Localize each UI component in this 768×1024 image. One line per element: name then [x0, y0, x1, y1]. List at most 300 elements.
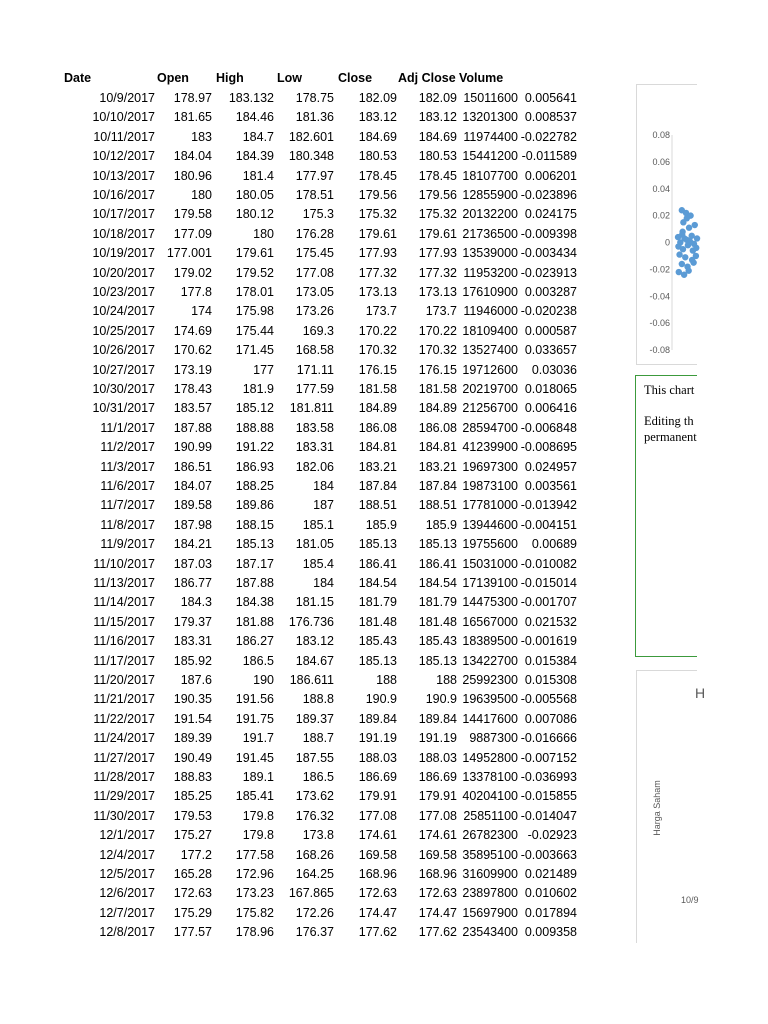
open-cell[interactable]: 178.43: [173, 382, 212, 396]
return-cell[interactable]: 0.010602: [524, 886, 577, 901]
close-cell[interactable]: 186.69: [358, 770, 397, 784]
date-cell[interactable]: 10/20/2017: [92, 265, 155, 280]
high-cell[interactable]: 181.9: [242, 382, 274, 396]
high-cell[interactable]: 186.27: [235, 634, 274, 649]
open-cell[interactable]: 186.77: [173, 576, 212, 590]
date-cell[interactable]: 12/5/2017: [99, 867, 155, 881]
return-cell[interactable]: -0.006848: [520, 420, 577, 435]
date-cell[interactable]: 11/20/2017: [93, 673, 155, 687]
date-cell[interactable]: 10/9/2017: [99, 91, 155, 105]
return-cell[interactable]: -0.004151: [520, 517, 577, 532]
high-cell[interactable]: 184.7: [242, 129, 274, 144]
return-cell[interactable]: 0.000587: [524, 323, 577, 338]
open-cell[interactable]: 179.53: [173, 808, 212, 823]
date-cell[interactable]: 11/21/2017: [93, 692, 155, 707]
return-cell[interactable]: -0.023896: [520, 188, 577, 202]
date-cell[interactable]: 11/15/2017: [93, 614, 155, 629]
close-cell[interactable]: 177.93: [358, 246, 397, 261]
open-cell[interactable]: 178.97: [173, 91, 212, 105]
volume-cell[interactable]: 19639500: [462, 692, 518, 707]
high-cell[interactable]: 191.56: [235, 692, 274, 707]
date-cell[interactable]: 11/8/2017: [100, 517, 155, 532]
low-cell[interactable]: 173.62: [295, 789, 334, 804]
return-cell[interactable]: 0.033657: [524, 343, 577, 358]
open-cell[interactable]: 184.04: [173, 149, 212, 164]
open-cell[interactable]: 185.25: [173, 789, 212, 804]
open-cell[interactable]: 177.09: [173, 226, 212, 241]
open-cell[interactable]: 186.51: [173, 459, 212, 474]
volume-cell[interactable]: 21736500: [462, 226, 518, 241]
low-cell[interactable]: 176.28: [295, 226, 334, 241]
adj-close-cell[interactable]: 188.03: [418, 750, 457, 765]
date-cell[interactable]: 11/2/2017: [100, 440, 155, 455]
low-cell[interactable]: 175.3: [302, 207, 334, 222]
volume-cell[interactable]: 41239900: [462, 440, 518, 455]
volume-cell[interactable]: 12855900: [462, 188, 518, 202]
high-cell[interactable]: 191.75: [235, 711, 274, 726]
adj-close-cell[interactable]: 177.93: [418, 246, 457, 261]
return-cell[interactable]: -0.007152: [520, 750, 577, 765]
close-cell[interactable]: 182.09: [358, 91, 397, 105]
adj-close-cell[interactable]: 175.32: [418, 207, 457, 222]
date-cell[interactable]: 11/27/2017: [93, 750, 155, 765]
open-cell[interactable]: 190.35: [173, 692, 212, 707]
low-cell[interactable]: 189.37: [295, 711, 334, 726]
close-cell[interactable]: 185.43: [358, 634, 397, 649]
high-cell[interactable]: 187.17: [235, 556, 274, 571]
volume-cell[interactable]: 13944600: [462, 517, 518, 532]
return-cell[interactable]: 0.003561: [524, 479, 577, 493]
close-cell[interactable]: 185.13: [358, 537, 397, 552]
close-cell[interactable]: 176.15: [358, 362, 397, 377]
return-cell[interactable]: 0.015384: [524, 653, 577, 668]
return-cell[interactable]: 0.007086: [524, 711, 577, 726]
high-cell[interactable]: 179.61: [235, 246, 274, 261]
low-cell[interactable]: 169.3: [302, 323, 334, 338]
adj-close-cell[interactable]: 191.19: [418, 731, 457, 746]
date-cell[interactable]: 10/18/2017: [92, 226, 155, 241]
open-cell[interactable]: 173.19: [173, 362, 212, 377]
high-cell[interactable]: 185.12: [235, 401, 274, 416]
close-cell[interactable]: 181.58: [358, 382, 397, 396]
high-cell[interactable]: 171.45: [235, 343, 274, 358]
chart-note-box[interactable]: [635, 375, 697, 657]
volume-cell[interactable]: 35895100: [462, 847, 518, 862]
date-cell[interactable]: 11/30/2017: [93, 808, 155, 823]
date-cell[interactable]: 12/8/2017: [99, 925, 155, 940]
open-cell[interactable]: 175.29: [173, 905, 212, 920]
volume-cell[interactable]: 18389500: [462, 634, 518, 649]
return-cell[interactable]: -0.001707: [520, 595, 577, 610]
high-cell[interactable]: 184.38: [235, 595, 274, 610]
adj-close-cell[interactable]: 174.47: [418, 905, 457, 920]
low-cell[interactable]: 183.58: [295, 420, 334, 435]
adj-close-cell[interactable]: 168.96: [418, 867, 457, 881]
adj-close-cell[interactable]: 185.43: [418, 634, 457, 649]
high-cell[interactable]: 191.7: [242, 731, 274, 746]
adj-close-cell[interactable]: 172.63: [418, 886, 457, 901]
return-cell[interactable]: -0.02923: [527, 828, 577, 843]
close-cell[interactable]: 186.41: [358, 556, 397, 571]
close-cell[interactable]: 190.9: [365, 692, 397, 707]
date-cell[interactable]: 11/22/2017: [93, 711, 155, 726]
high-cell[interactable]: 185.41: [235, 789, 274, 804]
open-cell[interactable]: 184.07: [173, 479, 212, 493]
close-cell[interactable]: 184.69: [358, 129, 397, 144]
low-cell[interactable]: 187: [313, 498, 334, 513]
adj-close-cell[interactable]: 173.7: [425, 304, 457, 319]
volume-cell[interactable]: 21256700: [462, 401, 518, 416]
low-cell[interactable]: 168.26: [295, 847, 334, 862]
date-cell[interactable]: 11/13/2017: [93, 576, 155, 590]
adj-close-cell[interactable]: 185.9: [425, 517, 457, 532]
high-cell[interactable]: 175.98: [235, 304, 274, 319]
close-cell[interactable]: 174.61: [358, 828, 397, 843]
adj-close-cell[interactable]: 185.13: [418, 537, 457, 552]
low-cell[interactable]: 185.1: [302, 517, 334, 532]
open-cell[interactable]: 181.65: [173, 110, 212, 125]
date-cell[interactable]: 11/17/2017: [93, 653, 155, 668]
high-cell[interactable]: 177.58: [235, 847, 274, 862]
date-cell[interactable]: 10/17/2017: [92, 207, 155, 222]
date-cell[interactable]: 10/26/2017: [92, 343, 155, 358]
date-cell[interactable]: 11/9/2017: [100, 537, 155, 552]
date-cell[interactable]: 12/4/2017: [99, 847, 155, 862]
high-cell[interactable]: 179.8: [242, 828, 274, 843]
adj-close-cell[interactable]: 184.54: [418, 576, 457, 590]
close-cell[interactable]: 173.7: [365, 304, 397, 319]
high-cell[interactable]: 191.22: [235, 440, 274, 455]
open-cell[interactable]: 187.98: [173, 517, 212, 532]
adj-close-cell[interactable]: 174.61: [418, 828, 457, 843]
adj-close-cell[interactable]: 170.22: [418, 323, 457, 338]
low-cell[interactable]: 182.06: [295, 459, 334, 474]
low-cell[interactable]: 181.15: [295, 595, 334, 610]
close-cell[interactable]: 185.9: [365, 517, 397, 532]
date-cell[interactable]: 11/24/2017: [93, 731, 155, 746]
volume-cell[interactable]: 16567000: [462, 614, 518, 629]
close-cell[interactable]: 184.54: [358, 576, 397, 590]
close-cell[interactable]: 181.48: [358, 614, 397, 629]
return-cell[interactable]: -0.001619: [520, 634, 577, 649]
volume-cell[interactable]: 19712600: [462, 362, 518, 377]
adj-close-cell[interactable]: 188: [436, 673, 457, 687]
open-cell[interactable]: 190.99: [173, 440, 212, 455]
date-cell[interactable]: 10/23/2017: [92, 285, 155, 299]
close-cell[interactable]: 188: [376, 673, 397, 687]
return-cell[interactable]: 0.00689: [531, 537, 577, 552]
low-cell[interactable]: 187.55: [295, 750, 334, 765]
volume-cell[interactable]: 11946000: [463, 304, 518, 319]
low-cell[interactable]: 186.5: [302, 770, 334, 784]
volume-cell[interactable]: 11974400: [463, 129, 518, 144]
open-cell[interactable]: 179.02: [173, 265, 212, 280]
low-cell[interactable]: 175.45: [295, 246, 334, 261]
volume-cell[interactable]: 17781000: [462, 498, 518, 513]
return-cell[interactable]: -0.014047: [520, 808, 577, 823]
adj-close-cell[interactable]: 188.51: [418, 498, 457, 513]
volume-cell[interactable]: 14417600: [462, 711, 518, 726]
date-cell[interactable]: 10/31/2017: [92, 401, 155, 416]
return-cell[interactable]: -0.009398: [520, 226, 577, 241]
open-cell[interactable]: 183.31: [173, 634, 212, 649]
adj-close-cell[interactable]: 184.81: [418, 440, 457, 455]
adj-close-cell[interactable]: 170.32: [418, 343, 457, 358]
date-cell[interactable]: 10/10/2017: [92, 110, 155, 125]
low-cell[interactable]: 183.31: [295, 440, 334, 455]
adj-close-cell[interactable]: 182.09: [418, 91, 457, 105]
high-cell[interactable]: 187.88: [235, 576, 274, 590]
open-cell[interactable]: 179.58: [173, 207, 212, 222]
high-cell[interactable]: 172.96: [235, 867, 274, 881]
low-cell[interactable]: 176.37: [295, 925, 334, 940]
date-cell[interactable]: 10/13/2017: [92, 168, 155, 183]
close-cell[interactable]: 178.45: [358, 168, 397, 183]
close-cell[interactable]: 181.79: [358, 595, 397, 610]
close-cell[interactable]: 189.84: [358, 711, 397, 726]
close-cell[interactable]: 177.08: [358, 808, 397, 823]
volume-cell[interactable]: 19873100: [462, 479, 518, 493]
high-cell[interactable]: 177: [253, 362, 274, 377]
close-cell[interactable]: 183.12: [358, 110, 397, 125]
open-cell[interactable]: 177.001: [166, 246, 212, 261]
low-cell[interactable]: 178.51: [295, 188, 334, 202]
open-cell[interactable]: 172.63: [173, 886, 212, 901]
close-cell[interactable]: 186.08: [358, 420, 397, 435]
volume-cell[interactable]: 15011600: [463, 91, 518, 105]
low-cell[interactable]: 171.11: [296, 362, 334, 377]
low-cell[interactable]: 176.32: [295, 808, 334, 823]
return-cell[interactable]: -0.020238: [520, 304, 577, 319]
open-cell[interactable]: 180.96: [173, 168, 212, 183]
return-cell[interactable]: -0.010082: [520, 556, 577, 571]
return-cell[interactable]: -0.036993: [520, 770, 577, 784]
close-cell[interactable]: 170.32: [358, 343, 397, 358]
adj-close-cell[interactable]: 177.32: [418, 265, 457, 280]
open-cell[interactable]: 183: [191, 129, 212, 144]
adj-close-cell[interactable]: 179.91: [418, 789, 457, 804]
open-cell[interactable]: 174.69: [173, 323, 212, 338]
low-cell[interactable]: 173.26: [295, 304, 334, 319]
low-cell[interactable]: 182.601: [288, 129, 334, 144]
volume-cell[interactable]: 17610900: [462, 285, 518, 299]
adj-close-cell[interactable]: 183.21: [418, 459, 457, 474]
volume-cell[interactable]: 13201300: [462, 110, 518, 125]
high-cell[interactable]: 180.05: [235, 188, 274, 202]
open-cell[interactable]: 179.37: [173, 614, 212, 629]
high-cell[interactable]: 181.4: [242, 168, 274, 183]
return-cell[interactable]: 0.008537: [524, 110, 577, 125]
high-cell[interactable]: 183.132: [228, 91, 274, 105]
volume-cell[interactable]: 40204100: [462, 789, 518, 804]
high-cell[interactable]: 186.93: [235, 459, 274, 474]
return-cell[interactable]: -0.011589: [521, 149, 577, 164]
open-cell[interactable]: 184.21: [173, 537, 212, 552]
close-cell[interactable]: 185.13: [358, 653, 397, 668]
return-cell[interactable]: -0.005568: [520, 692, 577, 707]
return-cell[interactable]: -0.013942: [520, 498, 577, 513]
close-cell[interactable]: 184.81: [358, 440, 397, 455]
close-cell[interactable]: 179.56: [358, 188, 397, 202]
high-cell[interactable]: 188.25: [235, 479, 274, 493]
adj-close-cell[interactable]: 169.58: [418, 847, 457, 862]
high-cell[interactable]: 188.88: [235, 420, 274, 435]
return-cell[interactable]: 0.03036: [531, 362, 577, 377]
return-cell[interactable]: 0.006201: [524, 168, 577, 183]
volume-cell[interactable]: 25851100: [463, 808, 518, 823]
close-cell[interactable]: 180.53: [358, 149, 397, 164]
adj-close-cell[interactable]: 179.61: [418, 226, 457, 241]
volume-cell[interactable]: 13378100: [462, 770, 518, 784]
volume-cell[interactable]: 15031000: [462, 556, 518, 571]
volume-cell[interactable]: 13527400: [462, 343, 518, 358]
open-cell[interactable]: 187.03: [173, 556, 212, 571]
date-cell[interactable]: 11/1/2017: [100, 420, 155, 435]
adj-close-cell[interactable]: 181.58: [418, 382, 457, 396]
low-cell[interactable]: 173.8: [302, 828, 334, 843]
date-cell[interactable]: 10/19/2017: [92, 246, 155, 261]
low-cell[interactable]: 181.36: [295, 110, 334, 125]
adj-close-cell[interactable]: 187.84: [418, 479, 457, 493]
date-cell[interactable]: 11/29/2017: [93, 789, 155, 804]
date-cell[interactable]: 10/30/2017: [92, 382, 155, 396]
volume-cell[interactable]: 15697900: [462, 905, 518, 920]
open-cell[interactable]: 184.3: [180, 595, 212, 610]
close-cell[interactable]: 183.21: [358, 459, 397, 474]
high-cell[interactable]: 179.52: [235, 265, 274, 280]
open-cell[interactable]: 189.58: [173, 498, 212, 513]
return-cell[interactable]: -0.008695: [520, 440, 577, 455]
date-cell[interactable]: 11/3/2017: [100, 459, 155, 474]
high-cell[interactable]: 180.12: [235, 207, 274, 222]
return-cell[interactable]: -0.015855: [520, 789, 577, 804]
date-cell[interactable]: 10/11/2017: [93, 129, 155, 144]
close-cell[interactable]: 179.61: [358, 226, 397, 241]
return-cell[interactable]: -0.015014: [520, 576, 577, 590]
adj-close-cell[interactable]: 184.69: [418, 129, 457, 144]
volume-cell[interactable]: 14475300: [462, 595, 518, 610]
adj-close-cell[interactable]: 185.13: [418, 653, 457, 668]
volume-cell[interactable]: 13422700: [462, 653, 518, 668]
return-cell[interactable]: 0.021532: [524, 614, 577, 629]
open-cell[interactable]: 177.8: [180, 285, 212, 299]
return-cell[interactable]: -0.003434: [520, 246, 577, 261]
adj-close-cell[interactable]: 181.79: [418, 595, 457, 610]
high-cell[interactable]: 175.82: [235, 905, 274, 920]
low-cell[interactable]: 168.58: [295, 343, 334, 358]
date-cell[interactable]: 12/1/2017: [99, 828, 155, 843]
price-line-chart[interactable]: [636, 670, 706, 943]
open-cell[interactable]: 170.62: [173, 343, 212, 358]
date-cell[interactable]: 12/6/2017: [99, 886, 155, 901]
volume-cell[interactable]: 18109400: [462, 323, 518, 338]
low-cell[interactable]: 176.736: [288, 614, 334, 629]
low-cell[interactable]: 164.25: [295, 867, 334, 881]
volume-cell[interactable]: 17139100: [462, 576, 518, 590]
high-cell[interactable]: 188.15: [235, 517, 274, 532]
volume-cell[interactable]: 23897800: [462, 886, 518, 901]
return-cell[interactable]: -0.016666: [520, 731, 577, 746]
open-cell[interactable]: 174: [191, 304, 212, 319]
low-cell[interactable]: 186.611: [289, 673, 334, 687]
open-cell[interactable]: 180: [191, 188, 212, 202]
return-cell[interactable]: 0.024957: [524, 459, 577, 474]
open-cell[interactable]: 165.28: [173, 867, 212, 881]
date-cell[interactable]: 12/7/2017: [99, 905, 155, 920]
close-cell[interactable]: 170.22: [358, 323, 397, 338]
close-cell[interactable]: 177.62: [358, 925, 397, 940]
adj-close-cell[interactable]: 177.62: [418, 925, 457, 940]
close-cell[interactable]: 187.84: [358, 479, 397, 493]
volume-cell[interactable]: 11953200: [463, 265, 518, 280]
low-cell[interactable]: 177.97: [295, 168, 334, 183]
low-cell[interactable]: 184.67: [295, 653, 334, 668]
volume-cell[interactable]: 20132200: [462, 207, 518, 222]
adj-close-cell[interactable]: 176.15: [418, 362, 457, 377]
open-cell[interactable]: 177.2: [180, 847, 212, 862]
volume-cell[interactable]: 9887300: [469, 731, 518, 746]
high-cell[interactable]: 185.13: [235, 537, 274, 552]
low-cell[interactable]: 172.26: [295, 905, 334, 920]
date-cell[interactable]: 11/10/2017: [93, 556, 155, 571]
adj-close-cell[interactable]: 189.84: [418, 711, 457, 726]
low-cell[interactable]: 188.8: [302, 692, 334, 707]
date-cell[interactable]: 10/12/2017: [92, 149, 155, 164]
adj-close-cell[interactable]: 186.08: [418, 420, 457, 435]
return-cell[interactable]: 0.018065: [524, 382, 577, 396]
close-cell[interactable]: 188.03: [358, 750, 397, 765]
close-cell[interactable]: 191.19: [358, 731, 397, 746]
close-cell[interactable]: 184.89: [358, 401, 397, 416]
open-cell[interactable]: 188.83: [173, 770, 212, 784]
adj-close-cell[interactable]: 173.13: [418, 285, 457, 299]
volume-cell[interactable]: 28594700: [462, 420, 518, 435]
high-cell[interactable]: 189.86: [235, 498, 274, 513]
low-cell[interactable]: 183.12: [295, 634, 334, 649]
adj-close-cell[interactable]: 179.56: [418, 188, 457, 202]
date-cell[interactable]: 11/14/2017: [93, 595, 155, 610]
date-cell[interactable]: 10/27/2017: [92, 362, 155, 377]
low-cell[interactable]: 188.7: [302, 731, 334, 746]
volume-cell[interactable]: 19755600: [462, 537, 518, 552]
volume-cell[interactable]: 31609900: [462, 867, 518, 881]
open-cell[interactable]: 191.54: [173, 711, 212, 726]
close-cell[interactable]: 173.13: [358, 285, 397, 299]
close-cell[interactable]: 175.32: [358, 207, 397, 222]
return-cell[interactable]: 0.005641: [524, 91, 577, 105]
low-cell[interactable]: 180.348: [288, 149, 334, 164]
close-cell[interactable]: 168.96: [358, 867, 397, 881]
close-cell[interactable]: 177.32: [358, 265, 397, 280]
high-cell[interactable]: 179.8: [242, 808, 274, 823]
date-cell[interactable]: 10/16/2017: [92, 188, 155, 202]
date-cell[interactable]: 10/24/2017: [92, 304, 155, 319]
high-cell[interactable]: 178.96: [235, 925, 274, 940]
adj-close-cell[interactable]: 190.9: [425, 692, 457, 707]
low-cell[interactable]: 173.05: [295, 285, 334, 299]
return-cell[interactable]: 0.003287: [524, 285, 577, 299]
volume-cell[interactable]: 15441200: [462, 149, 518, 164]
open-cell[interactable]: 183.57: [173, 401, 212, 416]
low-cell[interactable]: 177.59: [295, 382, 334, 396]
open-cell[interactable]: 190.49: [173, 750, 212, 765]
date-cell[interactable]: 11/6/2017: [100, 479, 155, 493]
date-cell[interactable]: 11/7/2017: [100, 498, 155, 513]
volume-cell[interactable]: 26782300: [462, 828, 518, 843]
return-cell[interactable]: 0.009358: [524, 925, 577, 940]
adj-close-cell[interactable]: 178.45: [418, 168, 457, 183]
adj-close-cell[interactable]: 177.08: [418, 808, 457, 823]
